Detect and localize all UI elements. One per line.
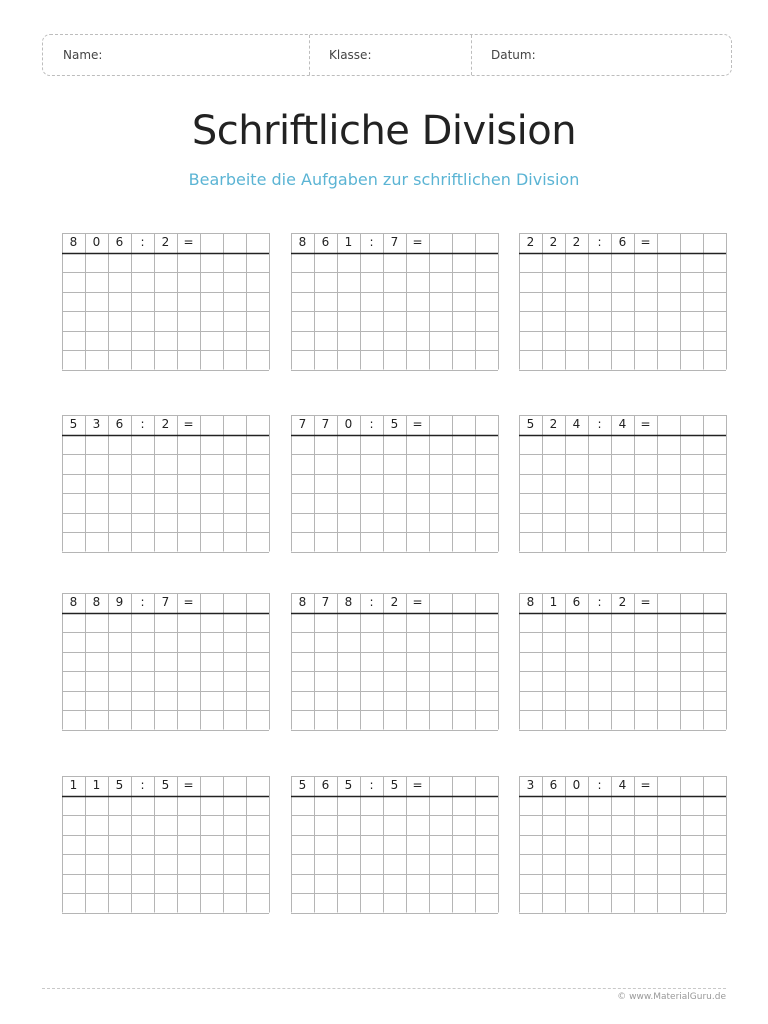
problem-symbol: : xyxy=(369,417,374,431)
problem-symbol: 8 xyxy=(69,595,78,609)
problem-symbol: 6 xyxy=(115,417,124,431)
problem-symbol: = xyxy=(183,235,194,249)
problem-symbol: 5 xyxy=(115,778,124,792)
class-label: Klasse: xyxy=(329,48,372,62)
problem-symbol: : xyxy=(597,595,602,609)
problem-symbol: 6 xyxy=(115,235,124,249)
problem-symbol: : xyxy=(369,778,374,792)
problem-symbol: = xyxy=(640,235,651,249)
problem-symbol: 6 xyxy=(321,235,330,249)
problem-symbol: 5 xyxy=(390,417,399,431)
problem-symbol: : xyxy=(140,235,145,249)
grid-lines xyxy=(519,415,727,553)
grid-lines xyxy=(291,233,499,371)
division-grid-7[interactable] xyxy=(62,593,270,731)
problem-symbol: 2 xyxy=(618,595,627,609)
division-grid-12[interactable] xyxy=(519,776,727,914)
grid-lines xyxy=(291,415,499,553)
division-grid-1[interactable] xyxy=(62,233,270,371)
problem-symbol: 2 xyxy=(572,235,581,249)
grid-lines xyxy=(62,776,270,914)
problem-symbol: 1 xyxy=(344,235,353,249)
name-field[interactable] xyxy=(43,35,309,75)
problem-symbol: 0 xyxy=(344,417,353,431)
problem-symbol: 5 xyxy=(298,778,307,792)
page-title: Schriftliche Division xyxy=(191,108,577,154)
problem-symbol: 6 xyxy=(618,235,627,249)
footer-credit: © www.MaterialGuru.de xyxy=(617,992,726,1002)
problem-symbol: : xyxy=(140,778,145,792)
problem-symbol: 5 xyxy=(344,778,353,792)
division-grid-5[interactable] xyxy=(291,415,499,553)
problem-symbol: : xyxy=(140,595,145,609)
grid-lines xyxy=(519,593,727,731)
division-grid-6[interactable] xyxy=(519,415,727,553)
problem-symbol: = xyxy=(183,595,194,609)
problem-symbol: : xyxy=(369,595,374,609)
division-grid-3[interactable] xyxy=(519,233,727,371)
problem-symbol: 4 xyxy=(618,417,627,431)
problem-symbol: 2 xyxy=(161,235,170,249)
grid-lines xyxy=(62,593,270,731)
problem-symbol: 5 xyxy=(526,417,535,431)
grid-lines xyxy=(519,233,727,371)
problem-symbol: : xyxy=(597,778,602,792)
date-label: Datum: xyxy=(491,48,536,62)
problem-symbol: 4 xyxy=(618,778,627,792)
problem-symbol: 2 xyxy=(549,235,558,249)
division-grid-2[interactable] xyxy=(291,233,499,371)
problem-symbol: 8 xyxy=(526,595,535,609)
problem-symbol: 4 xyxy=(572,417,581,431)
problem-symbol: = xyxy=(412,778,423,792)
problem-symbol: 2 xyxy=(161,417,170,431)
grid-lines xyxy=(519,776,727,914)
division-grid-11[interactable] xyxy=(291,776,499,914)
problem-symbol: = xyxy=(412,595,423,609)
problem-symbol: 9 xyxy=(115,595,124,609)
problem-symbol: : xyxy=(597,235,602,249)
grid-lines xyxy=(291,593,499,731)
problem-symbol: 5 xyxy=(69,417,78,431)
footer-divider xyxy=(42,988,726,989)
problem-symbol: 2 xyxy=(526,235,535,249)
problem-symbol: 8 xyxy=(298,235,307,249)
division-grid-8[interactable] xyxy=(291,593,499,731)
problem-symbol: 1 xyxy=(69,778,78,792)
problem-symbol: 6 xyxy=(549,778,558,792)
problem-symbol: 0 xyxy=(92,235,101,249)
problem-symbol: 8 xyxy=(298,595,307,609)
name-label: Name: xyxy=(63,48,103,62)
problem-symbol: 6 xyxy=(321,778,330,792)
problem-symbol: = xyxy=(183,778,194,792)
division-grid-9[interactable] xyxy=(519,593,727,731)
problem-symbol: 8 xyxy=(344,595,353,609)
date-field[interactable] xyxy=(471,35,731,75)
problem-symbol: : xyxy=(140,417,145,431)
problem-symbol: 8 xyxy=(92,595,101,609)
problem-symbol: 3 xyxy=(526,778,535,792)
problem-symbol: 7 xyxy=(161,595,170,609)
grid-lines xyxy=(291,776,499,914)
division-grid-4[interactable] xyxy=(62,415,270,553)
problem-symbol: 3 xyxy=(92,417,101,431)
class-field[interactable] xyxy=(309,35,471,75)
problem-symbol: = xyxy=(640,595,651,609)
student-info-bar xyxy=(42,34,732,76)
problem-symbol: : xyxy=(597,417,602,431)
grid-lines xyxy=(62,415,270,553)
grid-lines xyxy=(62,233,270,371)
problem-symbol: 1 xyxy=(92,778,101,792)
problem-symbol: 5 xyxy=(390,778,399,792)
problem-symbol: 8 xyxy=(69,235,78,249)
division-grid-10[interactable] xyxy=(62,776,270,914)
problem-symbol: 0 xyxy=(572,778,581,792)
problem-symbol: 7 xyxy=(298,417,307,431)
problem-symbol: 6 xyxy=(572,595,581,609)
problem-symbol: 1 xyxy=(549,595,558,609)
problem-symbol: = xyxy=(640,417,651,431)
problem-symbol: 2 xyxy=(390,595,399,609)
problem-symbol: 5 xyxy=(161,778,170,792)
problem-symbol: 7 xyxy=(321,417,330,431)
page-subtitle: Bearbeite die Aufgaben zur schriftlichen Division xyxy=(188,170,580,189)
problem-symbol: 7 xyxy=(321,595,330,609)
problem-symbol: : xyxy=(369,235,374,249)
problem-symbol: = xyxy=(412,417,423,431)
problem-symbol: 2 xyxy=(549,417,558,431)
problem-symbol: = xyxy=(412,235,423,249)
problem-symbol: = xyxy=(640,778,651,792)
problem-symbol: 7 xyxy=(390,235,399,249)
problem-symbol: = xyxy=(183,417,194,431)
